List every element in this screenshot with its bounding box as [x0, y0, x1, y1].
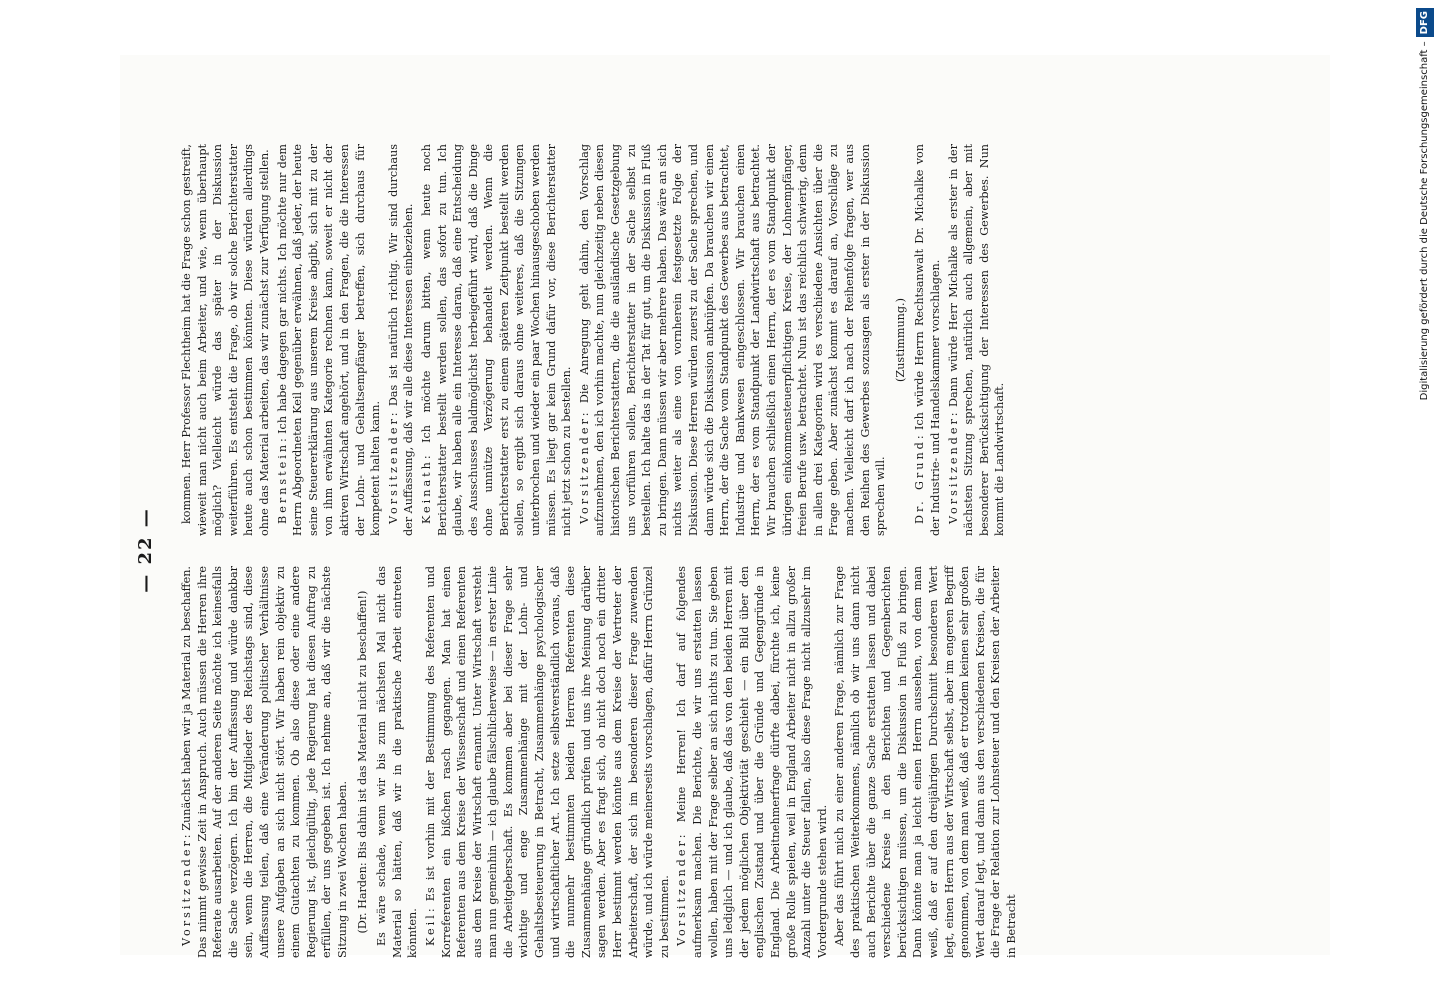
- speaker-name: Vorsitzender: [577, 416, 591, 524]
- paragraph-text: : Ich habe dagegen gar nichts. Ich möchte nur dem Herrn Abgeordneten Keil gegenüber erwähnen, daß jeder, der heute seine Steuererklärung aus unserem Kreise abgibt, sich mit zu der von ihm erwähnten Kategorie rechnen kann, soweit er nicht der aktiven Wirtschaft angehört, und in den Fragen, die die Interessen der Lohn- und Gehaltsempfänger betreffen, sich durchaus für kompetent halten kann.: [275, 144, 383, 536]
- paragraph: [674, 566, 830, 958]
- digitization-credit: [1416, 8, 1434, 992]
- paragraph: [179, 144, 273, 536]
- speaker-name: Bernstein: [275, 441, 289, 524]
- paragraph: [419, 144, 575, 536]
- speaker-name: Keil: [423, 912, 437, 946]
- paragraph-text: : Meine Herren! Ich darf auf folgendes aufmerksam machen. Die Berichte, die wir uns erstatten lassen wollen, haben mit der Frage selber an sich nichts zu tun. Sie geben uns lediglich — und ich glaube, daß das von den beiden Herren mit der jedem möglichen Objektivität geschieht — ein Bild über den englischen Zustand und über die Gründe und Gegengründe in England. Die Arbeitnehmerfrage dürfte dabei, fürchte ich, keine große Rolle spielen, weil in England Arbeiter nicht in allzu großer Anzahl unter die Steuer fallen, also diese Frage nicht allzusehr im Vordergrunde stehen wird.: [675, 566, 829, 958]
- paragraph: [386, 144, 417, 536]
- speaker-name: Keinath: [419, 459, 433, 524]
- credit-text: Digitalisierung gefördert durch die Deutsche Forschungsgemeinschaft –: [1419, 41, 1430, 401]
- paragraph: [423, 566, 673, 958]
- digitization-credit-strip: [1416, 8, 1434, 992]
- paragraph-text: Aber das führt mich zu einer anderen Frage, nämlich zur Frage des praktischen Weiterkommens, nämlich ob wir uns dann nicht auch Berichte über die ganze Sache erstatten lassen und dabei verschiedene Kreise in den Berichten und Gegenberichten berücksichtigen müssen, um die Diskussion in Fluß zu bringen. Dann könnte man ja leicht einen Herrn aussehen, von dem man weiß, daß er auf den dreijährigen Durchschnitt besonderen Wert legt, einen Herrn aus der Wirtschaft selbst, aber im engeren Begriff genommen, von dem man weiß, daß er trotzdem keinen sehr großen Wert darauf legt, und dann aus den verschiedenen Kreisen, die für die Frage der Relation zur Lohnsteuer und den Kreisen der Arbeiter in Betracht: [833, 566, 1018, 958]
- right-text-column: [179, 144, 1319, 536]
- paragraph-text: : Zunächst haben wir ja Material zu beschaffen. Das nimmt gewisse Zeit in Anspruch. Auch müssen die Herren ihre Referate ausarbeiten. Auf der anderen Seite möchte ich keinesfalls die Sache verzögern. Ich bin der Auffassung und würde dankbar sein, wenn die Herren, die Mitglieder des Reichstags sind, diese Auffassung teilen, daß eine Veränderung politischer Verhältnisse unsere Aufgaben an sich nicht stört. Wir haben rein objektiv zu einem Gutachten zu kommen. Ob also diese oder eine andere Regierung ist, gleichgültig, jede Regierung hat diesen Auftrag zu erfüllen, der uns gegeben ist. Ich nehme an, daß wir die nächste Sitzung in zwei Wochen haben.: [180, 566, 349, 958]
- speaker-name: Vorsitzender: [946, 416, 960, 524]
- paragraph-text: kommen. Herr Professor Flechtheim hat die Frage schon gestreift, wieweit man nicht auch beim Arbeiter, und wie, wenn überhaupt möglich? Vielleicht würde das später in der Diskussion weiterführen. Es entsteht die Frage, ob wir solche Berichterstatter heute auch schon bestimmen könnten. Diese würden allerdings ohne das Material arbeiten, das wir zunächst zur Verfügung stellen.: [180, 144, 271, 536]
- paragraph: [912, 144, 943, 536]
- dfg-logo: DFG: [1416, 8, 1434, 37]
- paragraph: [374, 566, 421, 958]
- paragraph-text: : Das ist natürlich richtig. Wir sind durchaus der Auffassung, daß wir alle diese Interessen einbeziehen.: [386, 144, 416, 536]
- speaker-name: Dr. Grund: [913, 439, 927, 524]
- page-number: — 22 —: [135, 507, 156, 593]
- paragraph: [275, 144, 384, 536]
- interjection: (Dr. Harden: Bis dahin ist das Material nicht zu beschaffen!): [355, 590, 369, 934]
- paragraph: [946, 144, 1008, 536]
- paragraph: [577, 144, 889, 536]
- paragraph-text: Es wäre schade, wenn wir bis zum nächsten Mal nicht das Material so hätten, daß wir in die praktische Arbeit eintreten könnten.: [375, 566, 420, 958]
- paragraph: [832, 566, 1019, 958]
- paragraph-text: : Es ist vorhin mit der Bestimmung des Referenten und Korreferenten ein bißchen rasch gegangen. Man hat einen Referenten aus dem Kreise der Wissenschaft und einen Referenten aus dem Kreise der Wirtschaft ernannt. Unter Wirtschaft versteht man nun gemeinhin — ich glaube fälschlicherweise — in erster Linie die Arbeitgeberschaft. Es kommen aber bei dieser Frage sehr wichtige und enge Zusammenhänge mit der Lohn- und Gehaltsbesteuerung in Betracht, Zusammenhänge psychologischer und wirtschaftlicher Art. Ich setze selbstverständlich voraus, daß die nunmehr bestimmten beiden Herren Referenten diese Zusammenhänge gründlich prüfen und uns ihre Meinung darüber sagen werden. Aber es fragt sich, ob nicht doch noch ein dritter Herr bestimmt werden könnte aus dem Kreise der Vertreter der Arbeiterschaft, der sich im besonderen dieser Frage zuwenden würde, und ich würde meinerseits vorschlagen, dafür Herrn Grünzel zu bestimmen.: [423, 566, 671, 958]
- paragraph-text: : Dann würde Herr Michalke als erster in der nächsten Sitzung sprechen, natürlich auch allgemein, aber mit besonderer Berücksichtigung der Interessen des Gewerbes. Nun kommt die Landwirtschaft.: [946, 144, 1007, 536]
- paragraph-text: : Ich möchte darum bitten, wenn heute noch Berichterstatter bestellt werden sollen, das sofort zu tun. Ich glaube, wir haben alle ein Interesse daran, daß eine Entscheidung des Ausschusses baldmöglichst herbeigeführt wird, daß die Dinge ohne unnütze Verzögerung behandelt werden. Wenn die Berichterstatter erst zu einem späteren Zeitpunkt bestellt werden sollen, so ergibt sich daraus ohne weiteres, daß die Sitzungen unterbrochen und wieder ein paar Wochen hinausgeschoben werden müssen. Es liegt gar kein Grund dafür vor, diese Berichterstatter nicht jetzt schon zu bestellen.: [419, 144, 574, 536]
- paragraph-text: : Ich würde Herrn Rechtsanwalt Dr. Michalke von der Industrie- und Handelskammer vorschlagen.: [913, 143, 942, 536]
- rotated-page-content: [135, 140, 1325, 960]
- left-text-column: [179, 566, 1319, 958]
- paragraph: [179, 566, 351, 958]
- speaker-name: Vorsitzender: [675, 838, 689, 946]
- paragraph-text: : Die Anregung geht dahin, den Vorschlag aufzunehmen, den ich vorhin machte, nun gleichzeitig neben diesen historischen Berichterstattern, die die ausländische Gesetzgebung uns vorführen sollen, Berichterstatter in der Sache selbst zu bestellen. Ich halte das in der Tat für gut, um die Diskussion in Fluß zu bringen. Dann müssen wir aber mehrere haben. Das wäre an sich nichts weiter als eine von vornherein festgesetzte Folge der Diskussion. Diese Herren würden zuerst zu der Sache sprechen, und dann würde sich die Diskussion anknüpfen. Da brauchen wir einen Herrn, der die Sache vom Standpunkt des Gewerbes aus betrachtet, Industrie und Bankwesen eingeschlossen. Wir brauchen einen Herrn, der es vom Standpunkt der Landwirtschaft aus betrachtet. Wir brauchen schließlich einen Herrn, der es vom Standpunkt der übrigen einkommensteuerpflichtigen Kreise, der Lohnempfänger, freien Berufe usw. betrachtet. Nun ist das reichlich schwierig, denn in allen drei Kategorien wird es verschiedene Ansichten über die Frage geben. Aber zunächst kommt es darauf an, Vorschläge zu machen. Vielleicht darf ich nach der Reihenfolge fragen, wer aus den Reihen des Gewerbes sozusagen als erster in der Diskussion sprechen will.: [577, 144, 888, 536]
- interjection: (Zustimmung.): [893, 298, 907, 382]
- speaker-name: Vorsitzender: [386, 416, 400, 524]
- speaker-name: Vorsitzender: [180, 838, 193, 946]
